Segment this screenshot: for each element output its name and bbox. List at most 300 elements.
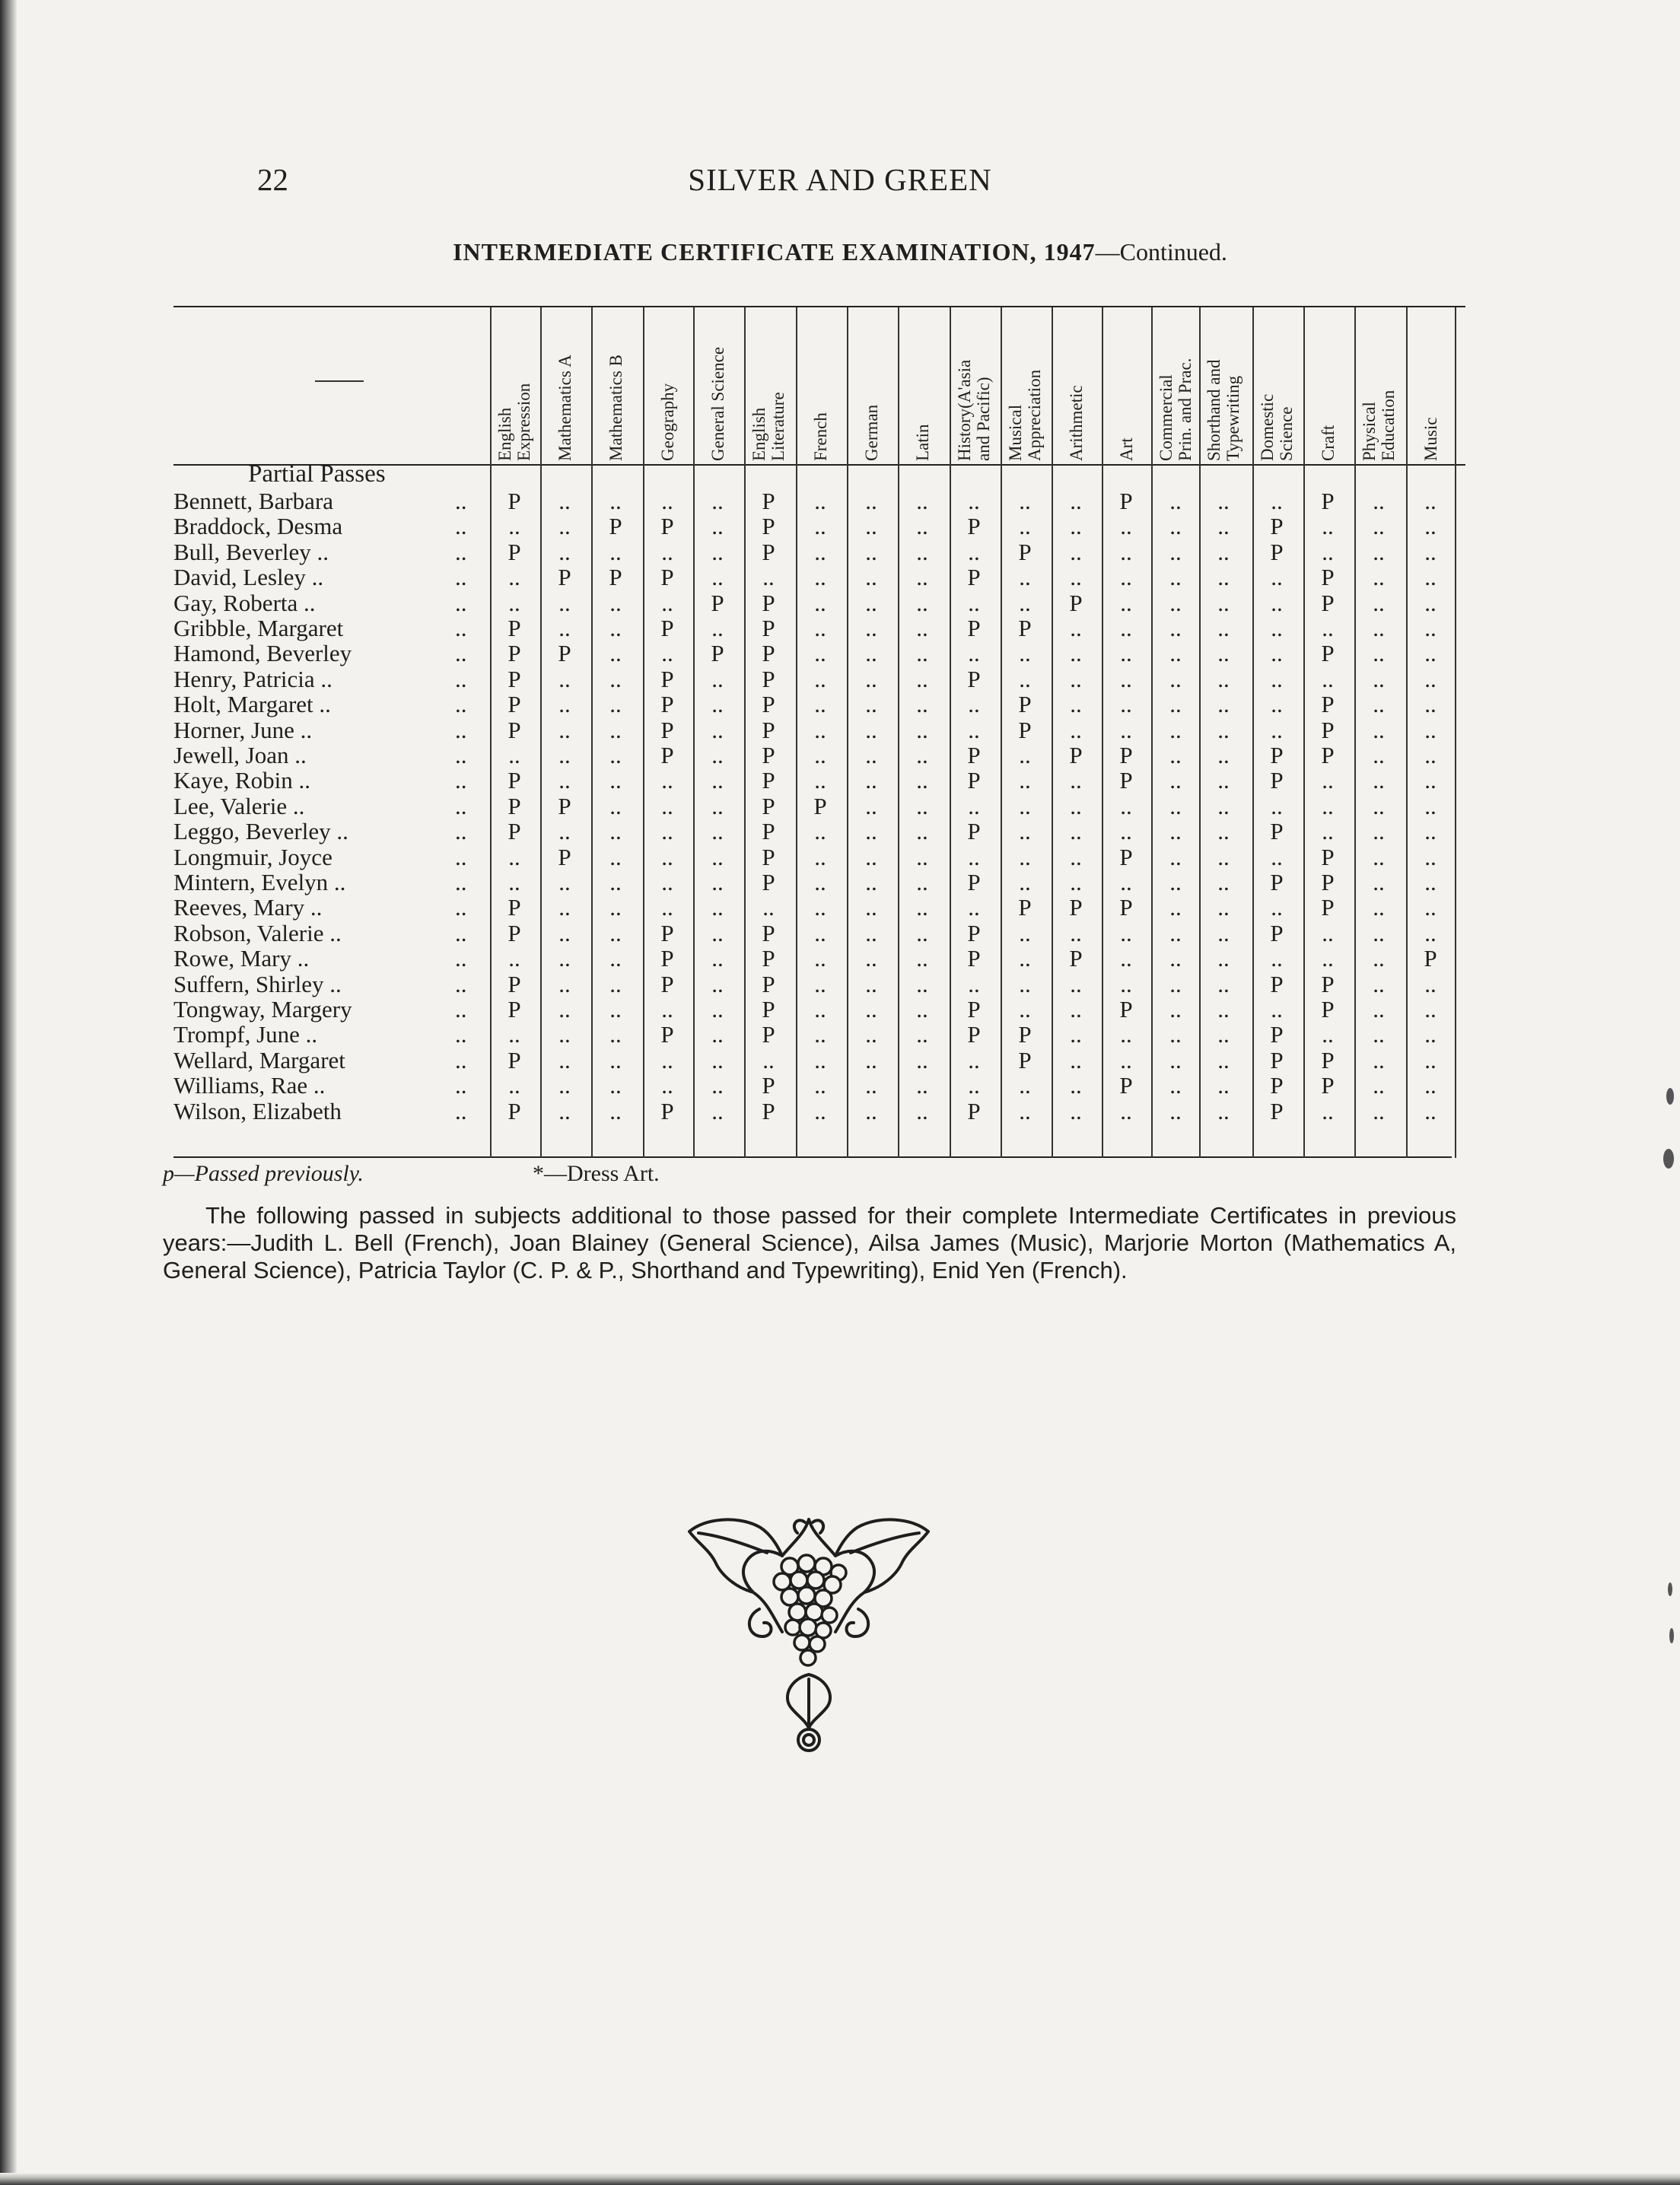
empty-mark: .. (968, 640, 980, 667)
empty-mark: .. (1271, 665, 1283, 692)
table-row (0, 768, 1680, 793)
pass-mark: P (967, 1021, 981, 1048)
empty-mark: .. (865, 691, 877, 718)
student-name: Hamond, Beverley (173, 640, 352, 667)
empty-mark: .. (609, 538, 622, 565)
table-row (0, 1073, 1680, 1098)
empty-mark: .. (865, 1021, 877, 1048)
pass-mark: P (762, 818, 775, 845)
empty-mark: .. (916, 1046, 928, 1073)
student-name: Holt, Margaret .. (173, 691, 331, 718)
empty-mark: .. (814, 742, 826, 768)
empty-mark: .. (1070, 640, 1082, 667)
empty-mark: .. (916, 513, 928, 540)
additional-passes-paragraph (163, 1202, 1456, 1284)
empty-mark: .. (814, 894, 826, 921)
table-row (0, 1099, 1680, 1124)
empty-mark: .. (1424, 691, 1437, 718)
pass-mark: P (660, 1097, 674, 1124)
empty-mark: .. (711, 792, 724, 819)
empty-mark: .. (916, 945, 928, 972)
pass-mark: P (1119, 1072, 1133, 1099)
empty-mark: .. (508, 945, 520, 972)
leader-dots: .. (455, 945, 467, 972)
pass-mark: P (762, 615, 775, 641)
scan-speck (1663, 1149, 1674, 1169)
pass-mark: P (967, 818, 981, 845)
leader-dots: .. (455, 589, 467, 616)
empty-mark: .. (814, 691, 826, 718)
leader-dots: .. (455, 792, 467, 819)
empty-mark: .. (916, 589, 928, 616)
empty-mark: .. (711, 970, 724, 997)
pass-mark: P (1018, 691, 1032, 718)
pass-mark: P (1018, 615, 1032, 641)
column-header-label: Domestic Science (1258, 393, 1296, 461)
student-name: Gay, Roberta .. (173, 589, 316, 616)
empty-mark: .. (968, 589, 980, 616)
empty-mark: .. (1217, 843, 1230, 870)
empty-mark: .. (1169, 665, 1182, 692)
empty-mark: .. (1424, 818, 1437, 845)
left-leaf (689, 1519, 782, 1592)
empty-mark: .. (1019, 1072, 1031, 1099)
leader-dots: .. (455, 767, 467, 794)
empty-mark: .. (558, 665, 571, 692)
empty-mark: .. (1373, 996, 1385, 1023)
empty-mark: .. (1424, 894, 1437, 921)
scan-speck (1668, 1582, 1672, 1596)
empty-mark: .. (1169, 742, 1182, 768)
empty-mark: .. (1070, 1021, 1082, 1048)
empty-mark: .. (1373, 869, 1385, 895)
empty-mark: .. (968, 970, 980, 997)
pass-mark: P (660, 615, 674, 641)
empty-mark: .. (1271, 615, 1283, 641)
empty-mark: .. (1120, 564, 1132, 591)
pass-mark: P (762, 640, 775, 667)
running-title: SILVER AND GREEN (688, 162, 992, 197)
pass-mark: P (1270, 970, 1284, 997)
pass-mark: P (762, 1097, 775, 1124)
empty-mark: .. (1322, 919, 1334, 946)
empty-mark: .. (814, 564, 826, 591)
empty-mark: .. (1373, 945, 1385, 972)
leader-dots: .. (455, 538, 467, 565)
empty-mark: .. (1217, 996, 1230, 1023)
empty-mark: .. (1424, 589, 1437, 616)
pass-mark: P (508, 716, 521, 743)
empty-mark: .. (1322, 1097, 1334, 1124)
empty-mark: .. (1424, 1021, 1437, 1048)
student-name: David, Lesley .. (173, 564, 324, 591)
pass-mark: P (1270, 919, 1284, 946)
empty-mark: .. (762, 894, 775, 921)
empty-mark: .. (508, 589, 520, 616)
empty-mark: .. (558, 742, 571, 768)
empty-mark: .. (1120, 665, 1132, 692)
footnote-dress-art: *—Dress Art. (533, 1161, 660, 1186)
column-header-label: Shorthand and Typewriting (1204, 359, 1242, 461)
empty-mark: .. (1169, 640, 1182, 667)
empty-mark: .. (1169, 919, 1182, 946)
student-name: Braddock, Desma (173, 513, 343, 540)
column-header-label: Art (1116, 437, 1136, 461)
empty-mark: .. (1424, 716, 1437, 743)
empty-mark: .. (1424, 1097, 1437, 1124)
empty-mark: .. (609, 1097, 622, 1124)
empty-mark: .. (1217, 1046, 1230, 1073)
empty-mark: .. (661, 869, 673, 895)
table-row (0, 819, 1680, 844)
empty-mark: .. (1169, 894, 1182, 921)
empty-mark: .. (814, 1097, 826, 1124)
empty-mark: .. (661, 843, 673, 870)
empty-mark: .. (762, 564, 775, 591)
pass-mark: P (1069, 742, 1083, 768)
column-header-label: Craft (1318, 425, 1338, 461)
empty-mark: .. (1373, 488, 1385, 514)
table-title (0, 238, 1680, 266)
empty-mark: .. (609, 488, 622, 514)
empty-mark: .. (1271, 589, 1283, 616)
empty-mark: .. (609, 640, 622, 667)
pass-mark: P (660, 564, 674, 591)
pass-mark: P (1321, 970, 1335, 997)
empty-mark: .. (916, 996, 928, 1023)
pass-mark: P (762, 843, 775, 870)
empty-mark: .. (916, 1072, 928, 1099)
table-row (0, 615, 1680, 641)
empty-mark: .. (661, 767, 673, 794)
table-title-continued: —Continued. (1095, 238, 1227, 266)
table-row (0, 666, 1680, 692)
empty-mark: .. (711, 843, 724, 870)
empty-mark: .. (609, 589, 622, 616)
pass-mark: P (762, 945, 775, 972)
empty-mark: .. (558, 538, 571, 565)
empty-mark: .. (814, 665, 826, 692)
page-bottom-edge (0, 2173, 1680, 2185)
empty-mark: .. (1322, 615, 1334, 641)
empty-mark: .. (1169, 564, 1182, 591)
empty-mark: .. (1373, 843, 1385, 870)
table-row (0, 844, 1680, 870)
pass-mark: P (1321, 589, 1335, 616)
empty-mark: .. (558, 818, 571, 845)
empty-mark: .. (1217, 1097, 1230, 1124)
empty-mark: .. (609, 716, 622, 743)
table-row (0, 743, 1680, 768)
empty-mark: .. (1070, 843, 1082, 870)
empty-mark: .. (1169, 1072, 1182, 1099)
leader-dots: .. (455, 1072, 467, 1099)
empty-mark: .. (1019, 488, 1031, 514)
table-row (0, 1048, 1680, 1073)
empty-mark: .. (1019, 996, 1031, 1023)
empty-mark: .. (1217, 1072, 1230, 1099)
empty-mark: .. (968, 716, 980, 743)
leader-dots: .. (455, 1021, 467, 1048)
empty-mark: .. (814, 1021, 826, 1048)
empty-mark: .. (558, 996, 571, 1023)
table-row (0, 895, 1680, 920)
pass-mark: P (1321, 843, 1335, 870)
pass-mark: P (660, 513, 674, 540)
empty-mark: .. (814, 538, 826, 565)
empty-mark: .. (916, 894, 928, 921)
name-column-header-dash (315, 380, 364, 382)
empty-mark: .. (609, 869, 622, 895)
pass-mark: P (1270, 818, 1284, 845)
empty-mark: .. (1424, 742, 1437, 768)
column-header-label: English Expression (495, 383, 533, 461)
empty-mark: .. (1070, 919, 1082, 946)
empty-mark: .. (814, 996, 826, 1023)
empty-mark: .. (1322, 665, 1334, 692)
student-name: Kaye, Robin .. (173, 767, 310, 794)
empty-mark: .. (1120, 818, 1132, 845)
column-header-label: Latin (912, 424, 932, 461)
pass-mark: P (558, 792, 571, 819)
empty-mark: .. (609, 1046, 622, 1073)
empty-mark: .. (1424, 843, 1437, 870)
pass-mark: P (762, 792, 775, 819)
empty-mark: .. (1424, 869, 1437, 895)
empty-mark: .. (916, 843, 928, 870)
empty-mark: .. (711, 538, 724, 565)
footnote-passed-previously (163, 1161, 364, 1187)
student-name: Leggo, Beverley .. (173, 818, 348, 845)
section-label: Partial Passes (248, 460, 386, 488)
pass-mark: P (967, 945, 981, 972)
empty-mark: .. (1271, 716, 1283, 743)
empty-mark: .. (1424, 615, 1437, 641)
student-name: Mintern, Evelyn .. (173, 869, 346, 895)
empty-mark: .. (1373, 716, 1385, 743)
empty-mark: .. (1019, 970, 1031, 997)
empty-mark: .. (1271, 843, 1283, 870)
empty-mark: .. (1169, 843, 1182, 870)
empty-mark: .. (1373, 589, 1385, 616)
empty-mark: .. (1019, 665, 1031, 692)
pass-mark: P (967, 1097, 981, 1124)
empty-mark: .. (1019, 564, 1031, 591)
pass-mark: P (1119, 894, 1133, 921)
pass-mark: P (967, 615, 981, 641)
empty-mark: .. (1424, 513, 1437, 540)
additional-passes-text: The following passed in subjects additional to those passed for their complete Intermediate Certificates in previous years:—Judith L. Bell (French), Joan Blainey (General Science), Ailsa James (Music), Marjorie Morton (Mathematics A, General Science), Patricia Taylor (C. P. & P., Shorthand and Typewriting), Enid Yen (French). (163, 1202, 1456, 1283)
empty-mark: .. (916, 742, 928, 768)
empty-mark: .. (1217, 818, 1230, 845)
empty-mark: .. (1070, 970, 1082, 997)
empty-mark: .. (1070, 818, 1082, 845)
empty-mark: .. (508, 742, 520, 768)
pass-mark: P (1069, 894, 1083, 921)
column-header-label: Geography (657, 383, 677, 461)
empty-mark: .. (1217, 589, 1230, 616)
empty-mark: .. (1322, 792, 1334, 819)
empty-mark: .. (711, 665, 724, 692)
empty-mark: .. (865, 767, 877, 794)
empty-mark: .. (1373, 1046, 1385, 1073)
empty-mark: .. (1120, 869, 1132, 895)
grape-cluster (774, 1555, 846, 1665)
pass-mark: P (660, 742, 674, 768)
pass-mark: P (1119, 488, 1133, 514)
empty-mark: .. (1169, 615, 1182, 641)
empty-mark: .. (814, 767, 826, 794)
student-name: Horner, June .. (173, 716, 313, 743)
pass-mark: P (508, 818, 521, 845)
pass-mark: P (1018, 716, 1032, 743)
empty-mark: .. (609, 742, 622, 768)
pass-mark: P (1321, 488, 1335, 514)
empty-mark: .. (1217, 1021, 1230, 1048)
pass-mark: P (660, 945, 674, 972)
empty-mark: .. (1373, 970, 1385, 997)
empty-mark: .. (558, 894, 571, 921)
empty-mark: .. (711, 1046, 724, 1073)
pass-mark: P (762, 767, 775, 794)
pass-mark: P (508, 1097, 521, 1124)
empty-mark: .. (1169, 1046, 1182, 1073)
empty-mark: .. (1217, 716, 1230, 743)
empty-mark: .. (865, 919, 877, 946)
empty-mark: .. (968, 538, 980, 565)
empty-mark: .. (558, 1072, 571, 1099)
empty-mark: .. (661, 1046, 673, 1073)
column-header-label: Mathematics A (555, 355, 574, 461)
empty-mark: .. (1169, 488, 1182, 514)
empty-mark: .. (1070, 691, 1082, 718)
empty-mark: .. (1217, 488, 1230, 514)
pass-mark: P (762, 1021, 775, 1048)
empty-mark: .. (1217, 742, 1230, 768)
empty-mark: .. (1217, 640, 1230, 667)
empty-mark: .. (762, 1046, 775, 1073)
pass-mark: P (762, 869, 775, 895)
empty-mark: .. (1424, 564, 1437, 591)
pass-mark: P (1321, 691, 1335, 718)
empty-mark: .. (1019, 1097, 1031, 1124)
empty-mark: .. (865, 589, 877, 616)
table-bottom-rule (173, 1156, 1452, 1158)
empty-mark: .. (711, 996, 724, 1023)
student-name: Suffern, Shirley .. (173, 970, 342, 997)
leader-dots: .. (455, 1046, 467, 1073)
empty-mark: .. (814, 716, 826, 743)
table-row (0, 590, 1680, 615)
table-row (0, 921, 1680, 946)
pass-mark: P (508, 1046, 521, 1073)
pass-mark: P (1321, 996, 1335, 1023)
pass-mark: P (508, 488, 521, 514)
pass-mark: P (1321, 869, 1335, 895)
pass-mark: P (967, 767, 981, 794)
leader-dots: .. (455, 818, 467, 845)
empty-mark: .. (1070, 538, 1082, 565)
student-name: Gribble, Margaret (173, 615, 344, 641)
empty-mark: .. (968, 894, 980, 921)
empty-mark: .. (558, 716, 571, 743)
empty-mark: .. (609, 894, 622, 921)
empty-mark: .. (1322, 513, 1334, 540)
pass-mark: P (1270, 742, 1284, 768)
pass-mark: P (558, 843, 571, 870)
pass-mark: P (508, 919, 521, 946)
leader-dots: .. (455, 615, 467, 641)
empty-mark: .. (814, 843, 826, 870)
empty-mark: .. (1373, 919, 1385, 946)
empty-mark: .. (711, 1097, 724, 1124)
pass-mark: P (508, 640, 521, 667)
empty-mark: .. (1120, 640, 1132, 667)
empty-mark: .. (916, 564, 928, 591)
empty-mark: .. (711, 564, 724, 591)
empty-mark: .. (1217, 792, 1230, 819)
empty-mark: .. (1169, 716, 1182, 743)
scan-speck (1669, 1628, 1674, 1643)
empty-mark: .. (1120, 919, 1132, 946)
pass-mark: P (762, 996, 775, 1023)
empty-mark: .. (609, 996, 622, 1023)
pass-mark: P (967, 869, 981, 895)
empty-mark: .. (1271, 691, 1283, 718)
column-header-label: English Literature (749, 392, 788, 461)
empty-mark: .. (1322, 1021, 1334, 1048)
leader-dots: .. (455, 742, 467, 768)
empty-mark: .. (865, 538, 877, 565)
empty-mark: .. (1424, 996, 1437, 1023)
student-name: Bennett, Barbara (173, 488, 334, 514)
pass-mark: P (558, 564, 571, 591)
empty-mark: .. (1424, 640, 1437, 667)
empty-mark: .. (1373, 894, 1385, 921)
leader-dots: .. (455, 970, 467, 997)
empty-mark: .. (711, 513, 724, 540)
pass-mark: P (1270, 1072, 1284, 1099)
empty-mark: .. (865, 970, 877, 997)
empty-mark: .. (711, 742, 724, 768)
empty-mark: .. (1322, 945, 1334, 972)
leader-dots: .. (455, 1097, 467, 1124)
pass-mark: P (1321, 894, 1335, 921)
right-tendril (847, 1609, 869, 1636)
empty-mark: .. (558, 1097, 571, 1124)
empty-mark: .. (609, 691, 622, 718)
empty-mark: .. (508, 1072, 520, 1099)
empty-mark: .. (711, 869, 724, 895)
table-row (0, 946, 1680, 971)
page-number: 22 (257, 162, 288, 197)
empty-mark: .. (916, 767, 928, 794)
empty-mark: .. (1019, 843, 1031, 870)
leader-dots: .. (455, 843, 467, 870)
empty-mark: .. (968, 1072, 980, 1099)
student-name: Longmuir, Joyce (173, 843, 332, 870)
empty-mark: .. (1169, 970, 1182, 997)
leader-dots: .. (455, 716, 467, 743)
empty-mark: .. (1217, 665, 1230, 692)
pass-mark: P (660, 665, 674, 692)
empty-mark: .. (609, 767, 622, 794)
empty-mark: .. (711, 1072, 724, 1099)
empty-mark: .. (508, 869, 520, 895)
empty-mark: .. (1373, 742, 1385, 768)
leader-dots: .. (455, 665, 467, 692)
empty-mark: .. (661, 538, 673, 565)
